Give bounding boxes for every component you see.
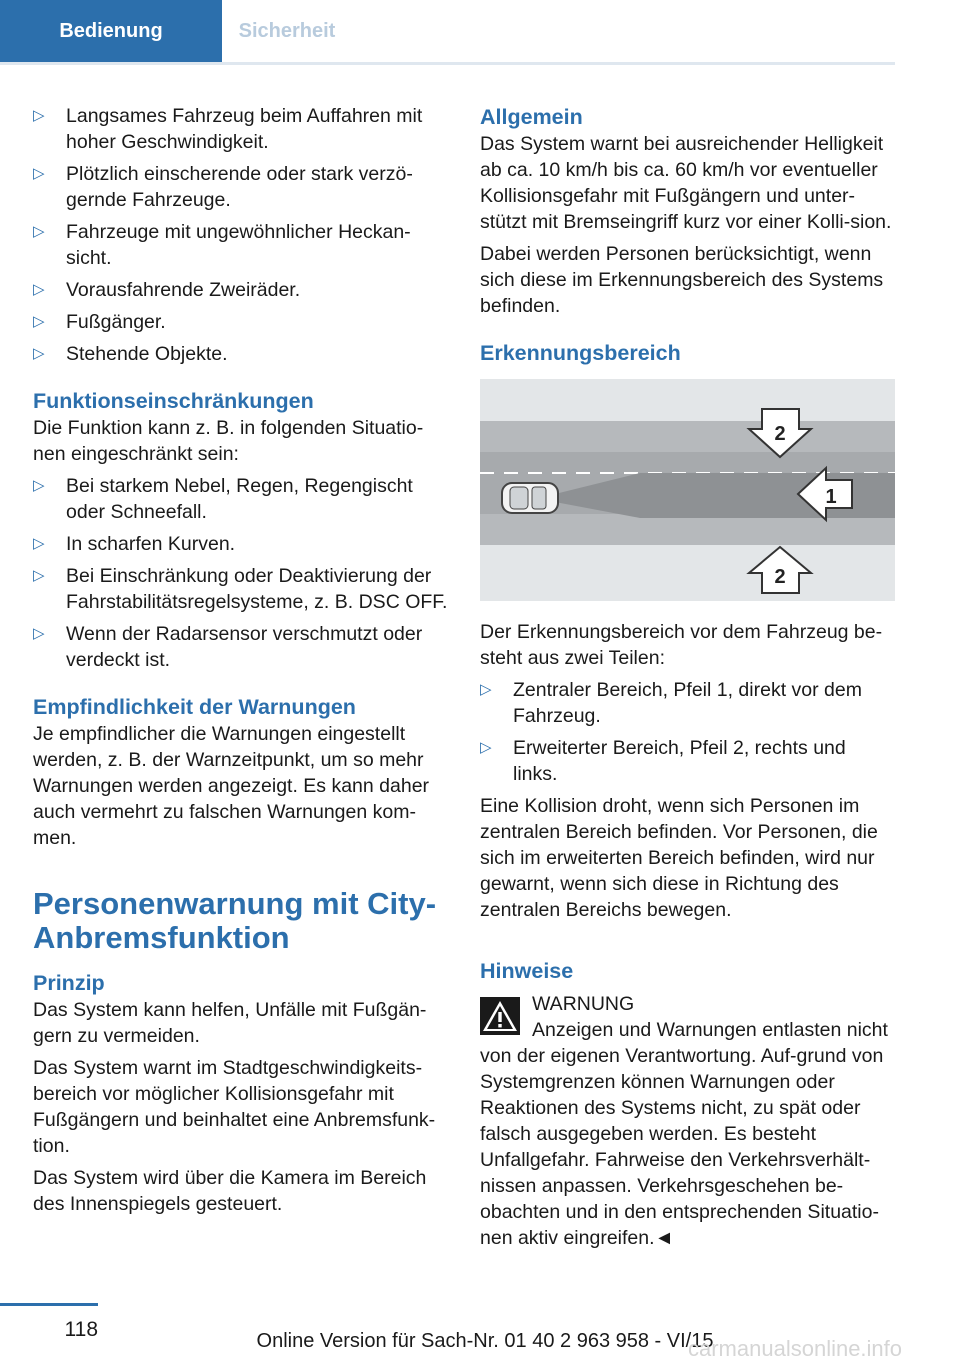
- triangle-right-icon: ▷: [480, 681, 492, 698]
- warning-text: Anzeigen und Warnungen entlasten nicht von der eigenen Verantwortung. Auf‐grund von Systemgrenzen können Warnungen oder Reaktionen des Systems nicht, zu spät oder falsch ausgegeben werden. Es besteht Unfallgefahr. Fahrweise den Verkehrsverhält‐nissen anpassen. Verkehrsgeschehen be‐obachten und in den entsprechenden Situatio‐nen aktiv eingreifen.◄: [480, 1019, 888, 1249]
- list-item: ▷ In scharfen Kurven.: [33, 533, 236, 555]
- arrow-label-bottom: 2: [774, 566, 786, 588]
- list-item: ▷ Erweiterter Bereich, Pfeil 2, rechts und links.: [480, 737, 846, 785]
- list-item: ▷ Plötzlich einscherende oder stark verzö‐gernde Fahrzeuge.: [33, 163, 413, 211]
- triangle-right-icon: ▷: [33, 477, 45, 494]
- detection-area-figure: [480, 379, 895, 601]
- page-number-bar: [0, 1303, 98, 1306]
- arrow-label-top: 2: [774, 423, 786, 445]
- list-item: ▷ Langsames Fahrzeug beim Auffahren mit hoher Geschwindigkeit.: [33, 105, 423, 153]
- list-item: ▷ Bei starkem Nebel, Regen, Regengischt oder Schneefall.: [33, 475, 413, 523]
- paragraph: Je empfindlicher die Warnungen eingestellt werden, z. B. der Warnzeitpunkt, um so mehr Warnungen werden angezeigt. Es kann daher auch vermehrt zu falschen Warnungen kom‐men.: [33, 723, 430, 849]
- warning-title: WARNUNG: [532, 993, 635, 1015]
- paragraph: Eine Kollision droht, wenn sich Personen im zentralen Bereich befinden. Vor Personen, die sich im erweiterten Bereich befinden, wird nur gewarnt, wenn sich diese in Richtung des zentralen Bereichs bewegen.: [480, 795, 878, 921]
- triangle-right-icon: ▷: [480, 739, 492, 756]
- list-item: ▷ Vorausfahrende Zweiräder.: [33, 279, 301, 301]
- triangle-right-icon: ▷: [33, 223, 45, 240]
- triangle-right-icon: ▷: [33, 345, 45, 362]
- watermark: carmanualsonline.info: [688, 1336, 903, 1361]
- right-column: [480, 103, 895, 1257]
- tab-sicherheit[interactable]: Sicherheit: [238, 19, 336, 42]
- paragraph: Das System wird über die Kamera im Bereich des Innenspiegels gesteuert.: [33, 1167, 427, 1215]
- warning-triangle-icon: [480, 997, 520, 1035]
- section-heading-erkennungsbereich: Erkennungsbereich: [480, 341, 681, 365]
- triangle-right-icon: ▷: [33, 165, 45, 182]
- triangle-right-icon: ▷: [33, 313, 45, 330]
- paragraph: Die Funktion kann z. B. in folgenden Situatio‐nen eingeschränkt sein:: [33, 417, 424, 465]
- section-heading-funktionseinschraenkungen: Funktionseinschränkungen: [33, 389, 314, 413]
- triangle-right-icon: ▷: [33, 625, 45, 642]
- footer-version: Online Version für Sach-Nr. 01 40 2 963 958 - VI/15: [256, 1330, 714, 1352]
- section-heading-hinweise: Hinweise: [480, 959, 574, 983]
- triangle-right-icon: ▷: [33, 567, 45, 584]
- paragraph: Der Erkennungsbereich vor dem Fahrzeug be‐steht aus zwei Teilen:: [480, 621, 883, 669]
- section-heading-allgemein: Allgemein: [480, 105, 583, 129]
- paragraph: Das System kann helfen, Unfälle mit Fußgän‐gern zu vermeiden.: [33, 999, 427, 1047]
- list-item: ▷ Zentraler Bereich, Pfeil 1, direkt vor dem Fahrzeug.: [480, 679, 862, 727]
- left-column: [33, 103, 448, 1223]
- list-item: ▷ Stehende Objekte.: [33, 343, 228, 365]
- list-item: ▷ Fußgänger.: [33, 311, 166, 333]
- area-list: [480, 677, 895, 787]
- page-number: 118: [64, 1318, 98, 1341]
- triangle-right-icon: ▷: [33, 107, 45, 124]
- list-item: ▷ Bei Einschränkung oder Deaktivierung der Fahrstabilitätsregelsysteme, z. B. DSC OFF.: [33, 565, 448, 613]
- warning-box: [480, 991, 895, 1017]
- main-heading: Personenwarnung mit City-Anbremsfunktion: [33, 886, 437, 955]
- paragraph: Dabei werden Personen berücksichtigt, wenn sich diese im Erkennungsbereich des Systems befinden.: [480, 243, 884, 317]
- section-heading-empfindlichkeit: Empfindlichkeit der Warnungen: [33, 695, 356, 719]
- car-icon: [502, 483, 558, 513]
- object-list: [33, 103, 448, 367]
- detection-area-diagram: [480, 379, 895, 601]
- arrow-label-center: 1: [825, 486, 837, 508]
- triangle-right-icon: ▷: [33, 281, 45, 298]
- tab-bedienung[interactable]: Bedienung: [0, 0, 222, 62]
- top-navigation: [0, 0, 895, 65]
- list-item: ▷ Fahrzeuge mit ungewöhnlicher Heckan‐sicht.: [33, 221, 411, 269]
- triangle-right-icon: ▷: [33, 535, 45, 552]
- list-item: ▷ Wenn der Radarsensor verschmutzt oder verdeckt ist.: [33, 623, 423, 671]
- paragraph: Das System warnt im Stadtgeschwindigkeits‐bereich vor möglicher Kollisionsgefahr mit Fußgängern und beinhaltet eine Anbremsfunk‐tion.: [33, 1057, 436, 1157]
- paragraph: Das System warnt bei ausreichender Helligkeit ab ca. 10 km/h bis ca. 60 km/h vor eventueller Kollisionsgefahr mit Fußgängern und unter‐stützt mit Bremseingriff kurz vor einer Kolli‐sion.: [480, 133, 892, 233]
- limitation-list: [33, 473, 448, 673]
- section-heading-prinzip: Prinzip: [33, 971, 105, 995]
